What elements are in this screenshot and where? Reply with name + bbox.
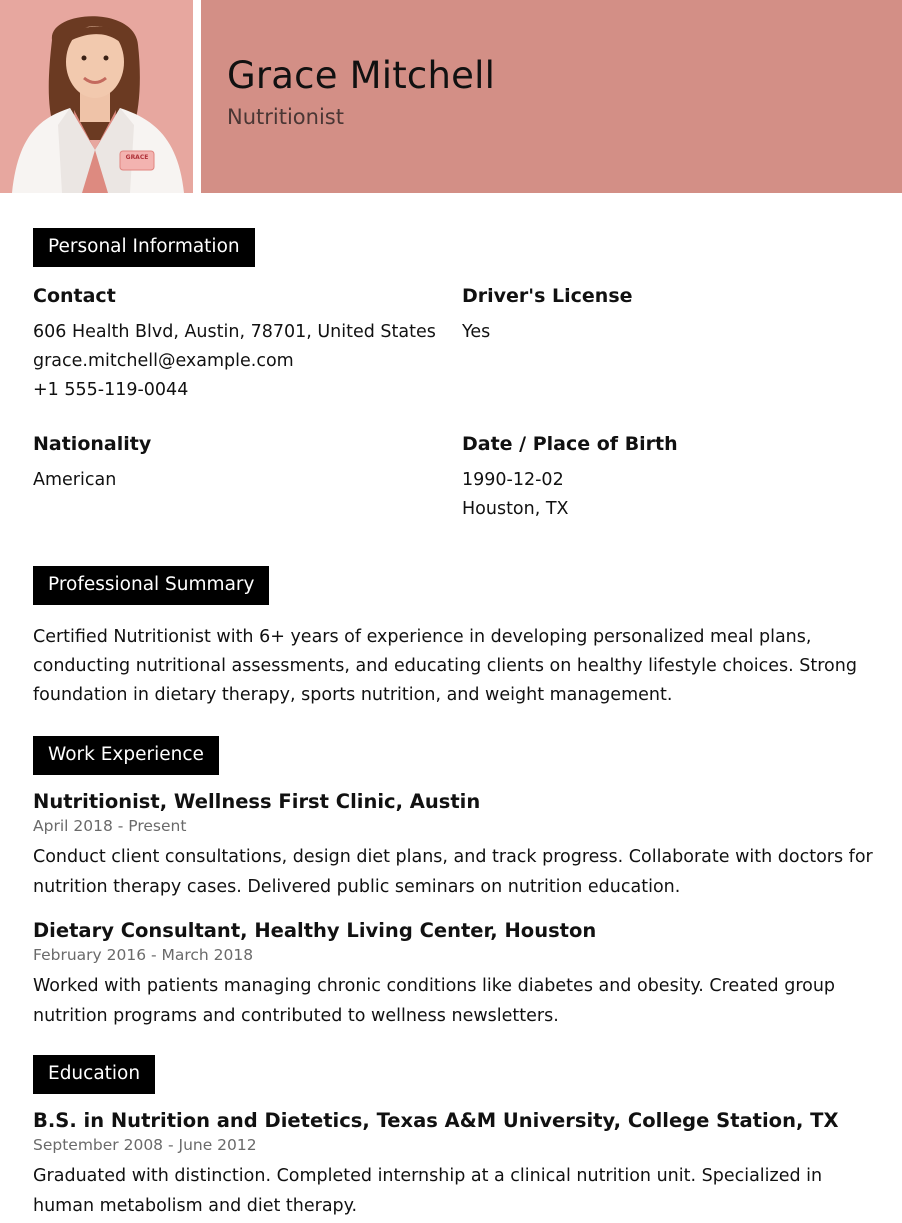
section-heading-summary: Professional Summary	[33, 566, 269, 605]
drivers-license-label: Driver's License	[462, 285, 633, 307]
section-heading-personal: Personal Information	[33, 228, 255, 267]
work-item-title: Nutritionist, Wellness First Clinic, Austin	[33, 790, 481, 813]
profile-photo	[0, 0, 193, 193]
drivers-license-value: Yes	[462, 322, 491, 342]
education-item	[33, 1108, 873, 1221]
education-item-description: Graduated with distinction. Completed internship at a clinical nutrition unit. Specialized in human metabolism and diet therapy.	[33, 1166, 823, 1216]
work-item-dates: February 2016 - March 2018	[33, 946, 254, 964]
contact-phone: +1 555-119-0044	[33, 380, 189, 400]
work-item-dates: April 2018 - Present	[33, 817, 187, 835]
birth-label: Date / Place of Birth	[462, 433, 678, 455]
nationality-value: American	[33, 470, 117, 490]
contact-address: 606 Health Blvd, Austin, 78701, United States	[33, 322, 436, 342]
personal-info-grid	[33, 284, 873, 558]
birth-date: 1990-12-02	[462, 470, 564, 490]
personal-information-section	[33, 228, 873, 558]
work-item-description: Worked with patients managing chronic conditions like diabetes and obesity. Created group nutrition programs and contributed to wellness newsletters.	[33, 976, 836, 1026]
resume-header	[0, 0, 902, 193]
education-item-dates: September 2008 - June 2012	[33, 1136, 257, 1154]
work-item-title: Dietary Consultant, Healthy Living Center, Houston	[33, 919, 597, 942]
nationality-label: Nationality	[33, 433, 152, 455]
candidate-title: Nutritionist	[227, 105, 344, 129]
work-experience-section	[33, 736, 873, 1031]
birth-place: Houston, TX	[462, 499, 569, 519]
name-badge-text: GRACE	[125, 154, 149, 161]
summary-text: Certified Nutritionist with 6+ years of experience in developing personalized meal plans, conducting nutritional assessments, and educating clients on healthy lifestyle choices. Strong foundation in dietary therapy, sports nutrition, and weight management.	[33, 627, 857, 705]
education-item-title: B.S. in Nutrition and Dietetics, Texas A&M University, College Station, TX	[33, 1109, 839, 1132]
work-item	[33, 918, 873, 1031]
header-banner	[201, 0, 902, 193]
candidate-name: Grace Mitchell	[227, 54, 496, 97]
work-item	[33, 789, 873, 902]
section-heading-work: Work Experience	[33, 736, 219, 775]
education-section	[33, 1055, 873, 1221]
contact-email: grace.mitchell@example.com	[33, 351, 294, 371]
birth-block	[462, 432, 678, 524]
contact-block	[33, 284, 436, 405]
nationality-block	[33, 432, 151, 495]
work-item-description: Conduct client consultations, design diet plans, and track progress. Collaborate with doctors for nutrition therapy cases. Delivered public seminars on nutrition education.	[33, 847, 873, 897]
section-heading-education: Education	[33, 1055, 155, 1094]
contact-label: Contact	[33, 285, 116, 307]
resume-body	[33, 228, 873, 1221]
professional-summary-section	[33, 566, 873, 710]
drivers-license-block	[462, 284, 633, 347]
